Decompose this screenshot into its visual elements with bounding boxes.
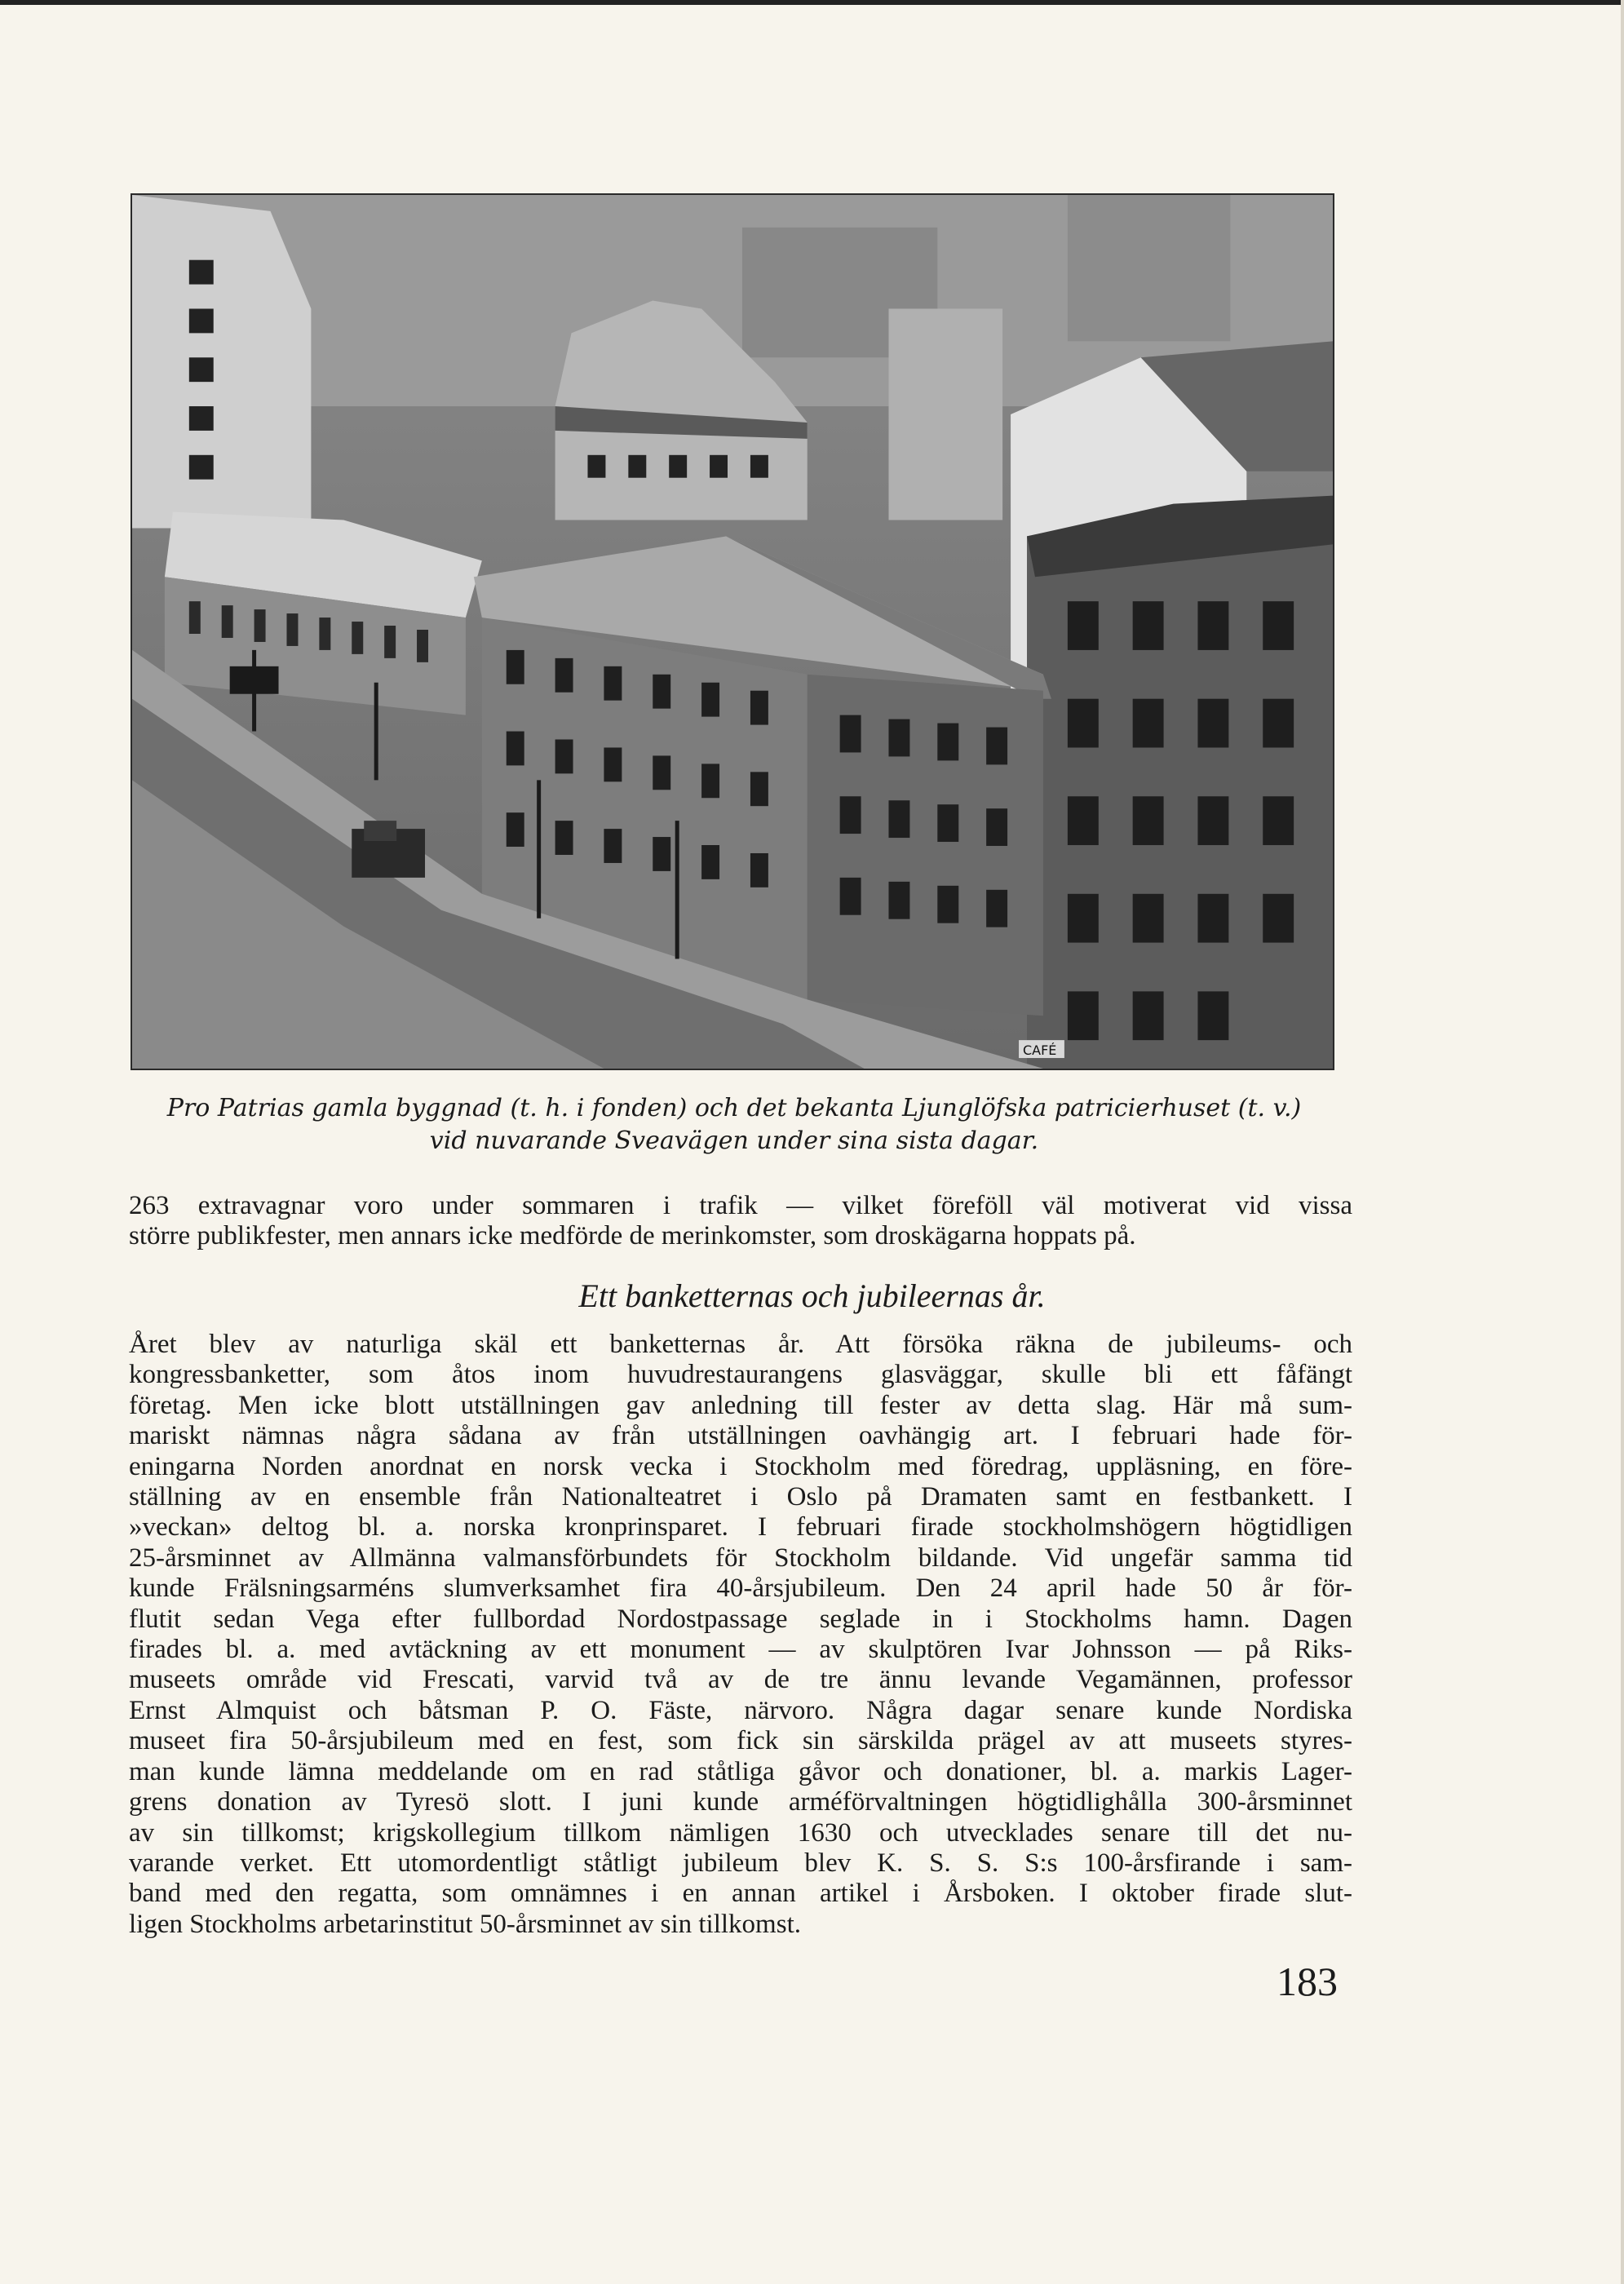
paragraph-line: av sin tillkomst; krigskollegium tillkom nämligen 1630 och utvecklades senare till det nu- [129, 1817, 1352, 1848]
paragraph-line: museet fira 50-årsjubileum med en fest, som fick sin särskilda prägel av att museets styres- [129, 1726, 1352, 1756]
paragraph-line: kunde Frälsningsarméns slumverksamhet fira 40-årsjubileum. Den 24 april hade 50 år för- [129, 1574, 1352, 1604]
historical-photograph [131, 193, 1334, 1070]
paragraph-line: större publikfester, men annars icke medförde de merinkomster, som droskägarna hoppats på. [129, 1221, 1136, 1251]
paragraph-line: kongressbanketter, som åtos inom huvudrestaurangens glasväggar, skulle bli ett fåfängt [129, 1360, 1352, 1390]
paragraph-main [129, 1330, 1352, 1940]
page-right-edge [1621, 0, 1624, 2284]
paragraph-line: företag. Men icke blott utställningen gav anledning till fester av detta slag. Här må sum- [129, 1390, 1352, 1420]
paragraph-line: man kunde lämna meddelande om en rad ståtliga gåvor och donationer, bl. a. markis Lager- [129, 1756, 1352, 1786]
paragraph-line: varande verket. Ett utomordentligt ståtligt jubileum blev K. S. S. S:s 100-årsfirande i sam- [129, 1848, 1352, 1878]
paragraph-line: firades bl. a. med avtäckning av ett monument — av skulptören Ivar Johnsson — på Riks- [129, 1635, 1352, 1665]
page-number: 183 [1277, 1959, 1338, 2004]
paragraph-line: eningarna Norden anordnat en norsk vecka i Stockholm med föredrag, uppläsning, en före- [129, 1451, 1352, 1481]
section-heading: Ett banketternas och jubileernas år. [578, 1277, 1046, 1314]
paragraph-line: Året blev av naturliga skäl ett banketternas år. Att försöka räkna de jubileums- och [129, 1330, 1352, 1359]
paragraph-line: 263 extravagnar voro under sommaren i trafik — vilket föreföll väl motiverat vid vissa [129, 1191, 1352, 1220]
paragraph-line: museets område vid Frescati, varvid två av de tre ännu levande Vegamännen, professor [129, 1665, 1352, 1695]
paragraph-intro [129, 1191, 1352, 1252]
cafe-sign-text: CAFÉ [1023, 1042, 1057, 1059]
paragraph-line: »veckan» deltog bl. a. norska kronprinsparet. I februari firade stockholmshögern högtidligen [129, 1512, 1352, 1543]
paragraph-line: ligen Stockholms arbetarinstitut 50-årsminnet av sin tillkomst. [129, 1909, 801, 1939]
paragraph-line: flutit sedan Vega efter fullbordad Nordostpassage seglade in i Stockholms hamn. Dagen [129, 1604, 1352, 1634]
paragraph-line: band med den regatta, som omnämnes i en annan artikel i Årsboken. I oktober firade slut- [129, 1879, 1352, 1909]
paragraph-line: ställning av en ensemble från Nationalteatret i Oslo på Dramaten samt en festbankett. I [129, 1482, 1352, 1512]
paragraph-line: mariskt nämnas några sådana av från utställningen oavhängig art. I februari hade för- [129, 1421, 1352, 1451]
photo-caption-line-1: Pro Patrias gamla byggnad (t. h. i fonden) och det bekanta Ljunglöfska patricierhuset (t. v.) [166, 1094, 1302, 1122]
paragraph-line: grens donation av Tyresö slott. I juni kunde arméförvaltningen högtidlighålla 300-årsminnet [129, 1787, 1352, 1817]
paragraph-line: Ernst Almquist och båtsman P. O. Fäste, närvoro. Några dagar senare kunde Nordiska [129, 1695, 1352, 1725]
paragraph-line: 25-årsminnet av Allmänna valmansförbundets för Stockholm bildande. Vid ungefär samma tid [129, 1543, 1352, 1573]
photo-caption-line-2: vid nuvarande Sveavägen under sina sista dagar. [429, 1127, 1039, 1155]
photograph-street-buildings-icon [132, 195, 1333, 1069]
page-top-edge [0, 0, 1624, 5]
